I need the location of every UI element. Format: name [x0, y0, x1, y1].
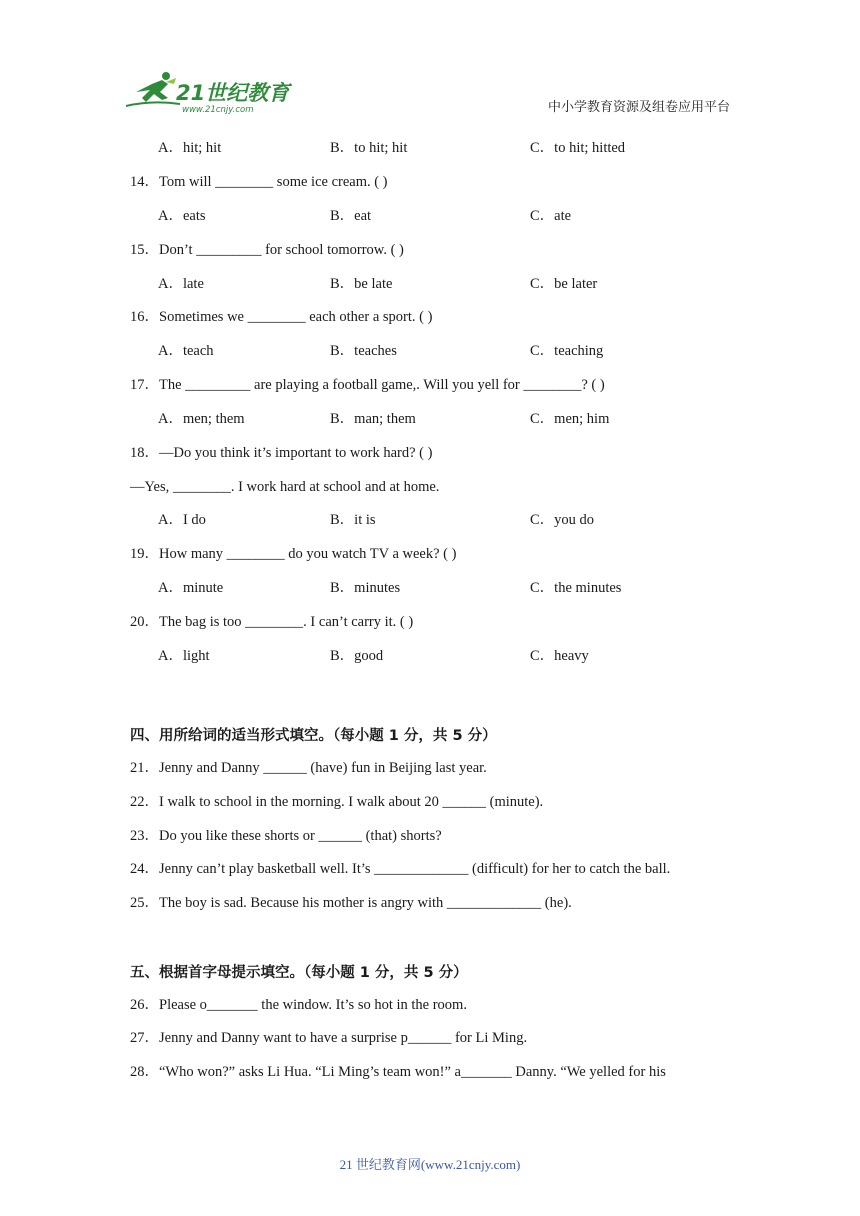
q14-option-c: C．ate	[530, 208, 572, 224]
q19-option-a: A．minute	[158, 580, 224, 596]
question-23: 23．Do you like these shorts or ______ (that) shorts?	[130, 828, 442, 844]
q14-option-a: A．eats	[158, 208, 206, 224]
question-19: 19．How many ________ do you watch TV a week? ( )	[130, 546, 457, 562]
q13-option-b: B．to hit; hit	[330, 140, 408, 156]
footer-credit: 21 世纪教育网(www.21cnjy.com)	[339, 1157, 521, 1172]
question-20: 20．The bag is too ________. I can’t carry it. ( )	[130, 614, 414, 630]
platform-name: 中小学教育资源及组卷应用平台	[547, 100, 730, 115]
runner-icon	[126, 72, 180, 106]
q20-option-a: A．light	[158, 648, 210, 664]
q18-option-c: C．you do	[530, 512, 595, 528]
q16-option-a: A．teach	[158, 343, 214, 359]
q15-option-a: A．late	[158, 276, 204, 292]
q15-option-b: B．be late	[330, 276, 393, 292]
q16-option-c: C．teaching	[530, 343, 604, 359]
svg-text:21世纪教育: 21世纪教育	[176, 81, 290, 105]
q16-option-b: B．teaches	[330, 343, 397, 359]
q18-option-b: B．it is	[330, 512, 376, 528]
q14-option-b: B．eat	[330, 208, 372, 224]
q18-option-a: A．I do	[158, 512, 206, 528]
q17-option-b: B．man; them	[330, 411, 416, 427]
q19-option-c: C．the minutes	[530, 580, 622, 596]
question-28: 28．“Who won?” asks Li Hua. “Li Ming’s team won!” a_______ Danny. “We yelled for his	[130, 1064, 666, 1080]
q17-option-a: A．men; them	[158, 411, 245, 427]
q20-option-c: C．heavy	[530, 648, 589, 664]
question-27: 27．Jenny and Danny want to have a surprise p______ for Li Ming.	[130, 1030, 528, 1046]
question-14: 14．Tom will ________ some ice cream. ( )	[130, 174, 388, 190]
logo	[122, 70, 292, 116]
q20-option-b: B．good	[330, 648, 384, 664]
question-22: 22．I walk to school in the morning. I walk about 20 ______ (minute).	[130, 794, 544, 810]
question-21: 21．Jenny and Danny ______ (have) fun in Beijing last year.	[130, 760, 487, 776]
q13-option-a: A．hit; hit	[158, 140, 222, 156]
question-18-response: —Yes, ________. I work hard at school and at home.	[130, 479, 440, 495]
q15-option-c: C．be later	[530, 276, 598, 292]
question-15: 15．Don’t _________ for school tomorrow. ( )	[130, 242, 404, 258]
question-26: 26．Please o_______ the window. It’s so hot in the room.	[130, 997, 467, 1013]
question-25: 25．The boy is sad. Because his mother is angry with _____________ (he).	[130, 895, 572, 911]
section-4-title: 四、用所给词的适当形式填空。（每小题 1 分，共 5 分）	[130, 728, 497, 744]
question-16: 16．Sometimes we ________ each other a sport. ( )	[130, 309, 433, 325]
section-5-title: 五、根据首字母提示填空。（每小题 1 分，共 5 分）	[130, 965, 468, 981]
q19-option-b: B．minutes	[330, 580, 401, 596]
question-18: 18．—Do you think it’s important to work hard? ( )	[130, 445, 433, 461]
question-17: 17．The _________ are playing a football game,. Will you yell for ________? ( )	[130, 377, 605, 393]
question-24: 24．Jenny can’t play basketball well. It’s _____________ (difficult) for her to catch the ball.	[130, 861, 671, 877]
q13-option-c: C．to hit; hitted	[530, 140, 626, 156]
svg-text:www.21cnjy.com: www.21cnjy.com	[182, 105, 254, 115]
q17-option-c: C．men; him	[530, 411, 610, 427]
